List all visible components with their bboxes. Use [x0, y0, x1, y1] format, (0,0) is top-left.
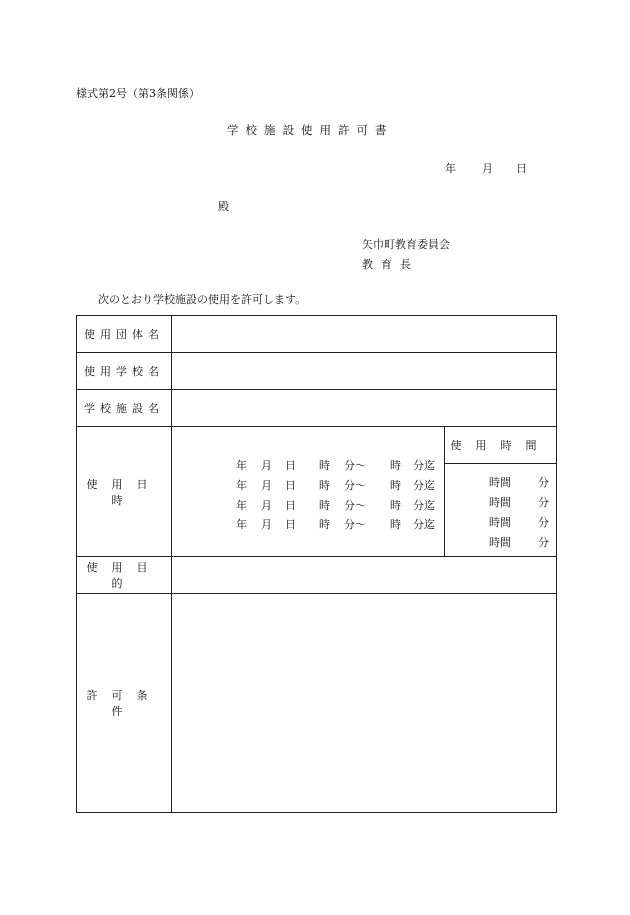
unit-day: 日 — [285, 499, 296, 512]
field-group-name[interactable] — [172, 316, 557, 353]
permit-table — [76, 315, 557, 813]
field-usage-datetime[interactable] — [172, 427, 557, 557]
unit-hour: 時 — [319, 479, 330, 492]
unit-month: 月 — [261, 499, 272, 512]
unit-year: 年 — [236, 499, 247, 512]
addressee-suffix: 殿 — [218, 200, 229, 213]
unit-to-minute: 分迄 — [413, 518, 435, 531]
unit-to-minute: 分迄 — [413, 499, 435, 512]
row-group-name — [77, 316, 557, 353]
unit-hours: 時間 — [489, 476, 511, 489]
issuer-title: 教育長 — [362, 258, 419, 271]
field-school-name[interactable] — [172, 353, 557, 390]
date-year-label: 年 — [445, 162, 456, 175]
unit-year: 年 — [236, 518, 247, 531]
usage-hours-text: 使用時間 — [450, 439, 551, 452]
unit-minutes: 分 — [538, 476, 549, 489]
field-facility-name[interactable] — [172, 390, 557, 427]
label-usage-hours — [445, 427, 556, 464]
unit-month: 月 — [261, 459, 272, 472]
row-purpose — [77, 557, 557, 594]
unit-year: 年 — [236, 479, 247, 492]
label-purpose: 使用目的 — [77, 557, 172, 594]
label-group-name: 使用団体名 — [77, 316, 172, 353]
row-school-name — [77, 353, 557, 390]
unit-hours: 時間 — [489, 496, 511, 509]
label-usage-datetime: 使用日時 — [77, 427, 172, 557]
document-title: 学校施設使用許可書 — [227, 123, 394, 137]
unit-hour: 時 — [390, 479, 401, 492]
unit-hours: 時間 — [489, 536, 511, 549]
unit-year: 年 — [236, 459, 247, 472]
unit-hour: 時 — [390, 459, 401, 472]
field-purpose[interactable] — [172, 557, 557, 594]
usage-hours-column — [444, 427, 556, 556]
unit-hour: 時 — [390, 518, 401, 531]
label-conditions: 許可条件 — [77, 594, 172, 813]
unit-month: 月 — [261, 479, 272, 492]
unit-to-minute: 分迄 — [413, 479, 435, 492]
unit-hour: 時 — [319, 459, 330, 472]
unit-hour: 時 — [319, 518, 330, 531]
unit-from-minute: 分〜 — [344, 459, 366, 472]
unit-day: 日 — [285, 459, 296, 472]
unit-hour: 時 — [390, 499, 401, 512]
date-day-label: 日 — [516, 162, 527, 175]
unit-from-minute: 分〜 — [344, 479, 366, 492]
unit-month: 月 — [261, 518, 272, 531]
label-school-name: 使用学校名 — [77, 353, 172, 390]
label-facility-name: 学校施設名 — [77, 390, 172, 427]
row-conditions — [77, 594, 557, 813]
form-number: 様式第2号（第3条関係） — [76, 87, 200, 100]
row-facility-name — [77, 390, 557, 427]
unit-minutes: 分 — [538, 496, 549, 509]
date-lines — [172, 427, 444, 556]
unit-minutes: 分 — [538, 516, 549, 529]
unit-from-minute: 分〜 — [344, 499, 366, 512]
unit-to-minute: 分迄 — [413, 459, 435, 472]
unit-hour: 時 — [319, 499, 330, 512]
intro-text: 次のとおり学校施設の使用を許可します。 — [98, 293, 307, 306]
unit-from-minute: 分〜 — [344, 518, 366, 531]
issuer-organization: 矢巾町教育委員会 — [362, 238, 450, 251]
date-month-label: 月 — [482, 162, 493, 175]
field-conditions[interactable] — [172, 594, 557, 813]
row-usage-datetime — [77, 427, 557, 557]
unit-hours: 時間 — [489, 516, 511, 529]
unit-day: 日 — [285, 518, 296, 531]
unit-minutes: 分 — [538, 536, 549, 549]
unit-day: 日 — [285, 479, 296, 492]
